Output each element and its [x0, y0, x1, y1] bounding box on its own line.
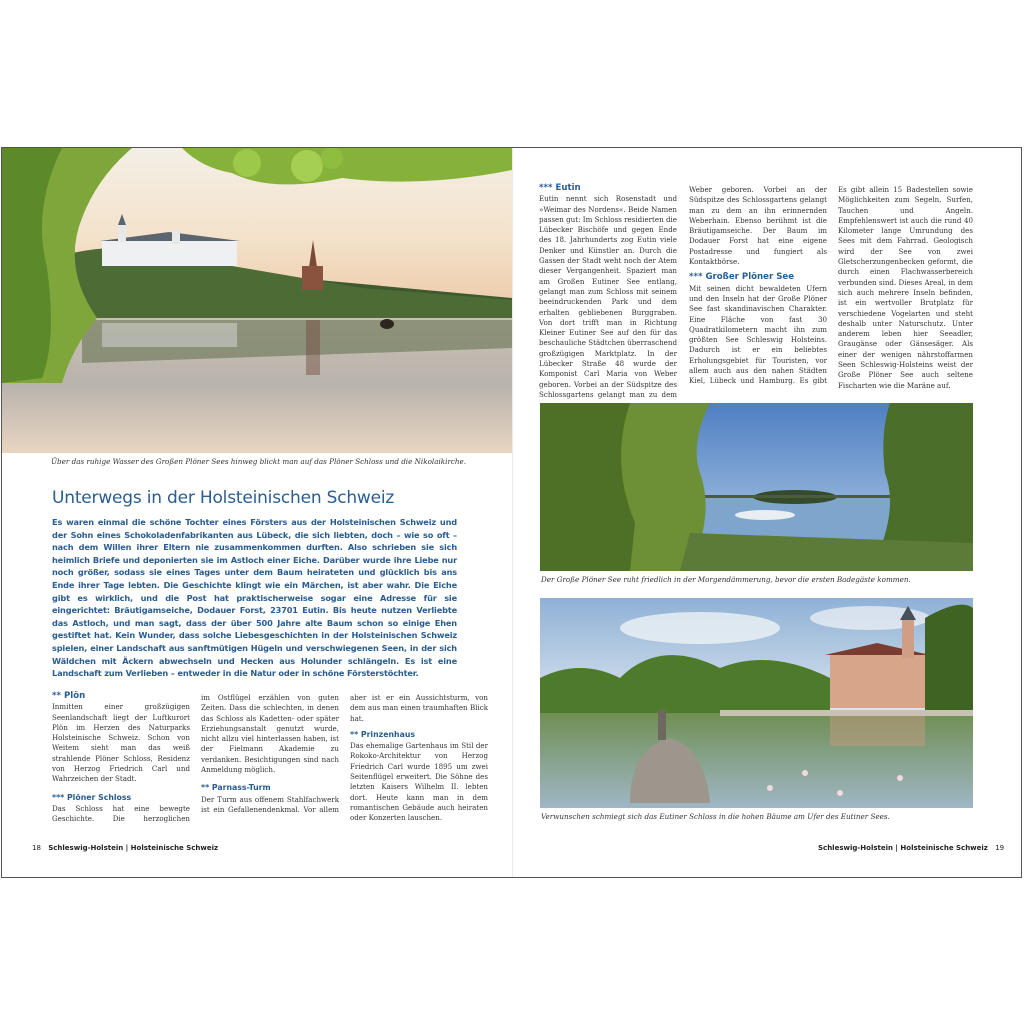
right-column-3 — [838, 185, 973, 399]
right-column-2 — [689, 185, 827, 395]
eutin-text: Eutin nennt sich Rosenstadt und »Weimar des Nordens«. Beide Namen passen gut: Im Schloss residierten die Lübecker Bischöfe und gegen Ende des 18. Jahrhunderts zog Eutin viele Denker und Künstler an. Durch die Gassen der Stadt weht noch der Atem dieser Vergangenheit. Spaziert man am Großen Eutiner See entlang, gelangt man zum Schloss mit seinem beeindruckenden Park und dem erhalten gebliebenen Burggraben. Von dort trifft man in Richtung Kleiner Eutiner See auf den für das beschauliche Städtchen überraschend großzügigen Marktplatz. In der Lübecker Straße 48 wurde der Komponist Carl Maria von Weber geboren. Vorbei an der Südspitze des Schlossgartens gelangt man zu dem — [539, 194, 677, 399]
schloss-text-continued: im Ostflügel erzählen von guten Zeiten. Dass die schlechten, in denen das Schloss als Kadetten- oder später Erziehungsanstalt genutzt wurde, nicht allzu viel hinterlassen haben, ist der Fielmann Akademie zu verdanken. Besichtigungen sind nach Anmeldung möglich. — [201, 693, 339, 775]
parnass-turm-text: Der Turm aus offenem Stahlfachwerk ist ein Gefallenendenkmal. Vor allem — [201, 794, 339, 814]
hero-photo-caption: Über das ruhige Wasser des Großen Plöner Sees hinweg blickt man auf das Plöner Schloss und die Nikolaikirche. — [51, 457, 467, 466]
grosser-ploener-see-heading: *** Großer Plöner See — [689, 272, 795, 283]
left-column-1 — [52, 691, 190, 833]
page-title: Unterwegs in der Holsteinischen Schweiz — [52, 488, 395, 508]
ploen-heading: ** Plön — [52, 691, 86, 701]
left-footer — [32, 844, 218, 852]
left-column-2 — [201, 693, 339, 824]
parnass-text-continued: aber ist er ein Aussichtsturm, von dem aus man einen traumhaften Blick hat. — [350, 693, 488, 723]
right-column-1 — [539, 183, 677, 408]
page-number-left: 18 — [32, 844, 41, 852]
book-spread — [1, 147, 1022, 878]
prinzenhaus-heading: ** Prinzenhaus — [350, 729, 416, 739]
gutter — [512, 148, 513, 877]
hero-photo-ploen — [2, 148, 512, 453]
photo1-caption: Der Große Plöner See ruht friedlich in der Morgendämmerung, bevor die ersten Badegäste kommen. — [541, 575, 911, 584]
photo-grosser-ploener-see — [540, 403, 973, 571]
page-number-right: 19 — [995, 844, 1005, 852]
eutin-text-continued: Weber geboren. Vorbei an der Südspitze des Schlossgartens gelangt man zu dem an ihn erinnernden Weberhain. Ebenso berühmt ist die Bräutigamseiche. Der Baum im Dodauer Forst hat eine eigene Postadresse und fungiert als Kontaktbörse. — [689, 185, 827, 267]
prinzenhaus-text: Das ehemalige Gartenhaus im Stil der Rokoko-Architektur von Herzog Friedrich Carl wurde 1895 um zwei Seitenflügel erweitert. Die Söhne des letzten Kaisers Wilhelm II. lebten dort. Heute kann man in dem romantischen Gebäude auch heiraten oder Konzerten lauschen. — [350, 741, 488, 823]
photo2-caption: Verwunschen schmiegt sich das Eutiner Schloss in die hohen Bäume am Ufer des Eutiner Sees. — [541, 812, 890, 821]
left-column-3 — [350, 693, 488, 832]
ploener-schloss-heading: *** Plöner Schloss — [52, 792, 132, 802]
footer-label-right: Schleswig-Holstein | Holsteinische Schweiz — [818, 844, 988, 852]
grosser-text-continued: Es gibt allein 15 Badestellen sowie Möglichkeiten zum Segeln, Surfen, Tauchen und Angeln. Empfehlenswert ist auch die rund 40 Kilometer lange Umrundung des Sees mit dem Fahrrad. Geologisch wird der See von zwei Gletscherzungenbecken geformt, die durch einen Flachwasserbereich verbunden sind. Dieses Areal, in dem sich auch mehrere Inseln befinden, ist ein wertvoller Brutplatz für verschiedene Vogelarten und steht deshalb unter Naturschutz. Unter anderem leben hier Seeadler, Graugänse oder Gänsesäger. Als einer der wenigen nährstoffarmen Seen Schleswig-Holsteins weist der Große Plöner See auch seltene Fischarten wie die Maräne auf. — [838, 185, 973, 390]
intro-paragraph: Es waren einmal die schöne Tochter eines Försters aus der Holsteinischen Schweiz und der Sohn eines Schokoladenfabrikanten aus Lübeck, die sich liebten, doch – wie so oft – nach dem Willen ihrer Eltern nie zusammenkommen durften. Also schrieben sie sich heimlich Briefe und deponierten sie im Astloch einer Eiche. Darüber wurde ihre Liebe nur noch größer, sodass sie eines Tages unter dem Baum heirateten und glücklich bis ans Ende ihrer Tage lebten. Die Geschichte klingt wie ein Märchen, ist aber wahr. Die Eiche gibt es wirklich, und die Post hat praktischerweise sogar eine Adresse für sie eingerichtet: Bräutigamseiche, Dodauer Forst, 23701 Eutin. Bis heute nutzen Verliebte das Astloch, und man sagt, dass der über 500 Jahre alte Baum schon so einige Ehen gestiftet hat. Kein Wunder, dass solche Liebesgeschichten in der Holsteinischen Schweiz spielen, einer Landschaft aus sanftmütigen Hügeln und verschwiegenen Seen, in der sich Wäldchen mit Äckern abwechseln und Hecken aus Holunder schlängeln. Es ist eine Landschaft zum Verlieben – entweder in die Natur oder in schöne Försterstöchter. — [52, 517, 457, 679]
right-footer — [818, 844, 1004, 852]
ploen-text: Inmitten einer großzügigen Seenlandschaft liegt der Luftkurort Plön im Herzen des Naturparks Holsteinische Schweiz. Schon von Weitem sieht man das weiß strahlende Plöner Schloss, Residenz von Herzog Friedrich Carl und Wahrzeichen der Stadt. — [52, 702, 190, 784]
ploener-schloss-text: Das Schloss hat eine bewegte Geschichte. Die herzoglichen — [52, 803, 190, 824]
eutin-heading: *** Eutin — [539, 183, 581, 193]
photo-eutiner-schloss — [540, 598, 973, 808]
parnass-turm-heading: ** Parnass-Turm — [201, 783, 271, 793]
footer-label-left: Schleswig-Holstein | Holsteinische Schweiz — [48, 844, 219, 852]
grosser-ploener-see-text: Mit seinen dicht bewaldeten Ufern und den Inseln hat der Große Plöner See fast skandinavischen Charakter. Eine Fläche von fast 30 Quadratkilometern macht ihn zum größten See Schleswig Holsteins. Dadurch ist er ein beliebtes Erholungsgebiet für Touristen, vor allem auch aus den nahen Städten Kiel, Lübeck und Hamburg. Es gibt — [689, 283, 827, 386]
